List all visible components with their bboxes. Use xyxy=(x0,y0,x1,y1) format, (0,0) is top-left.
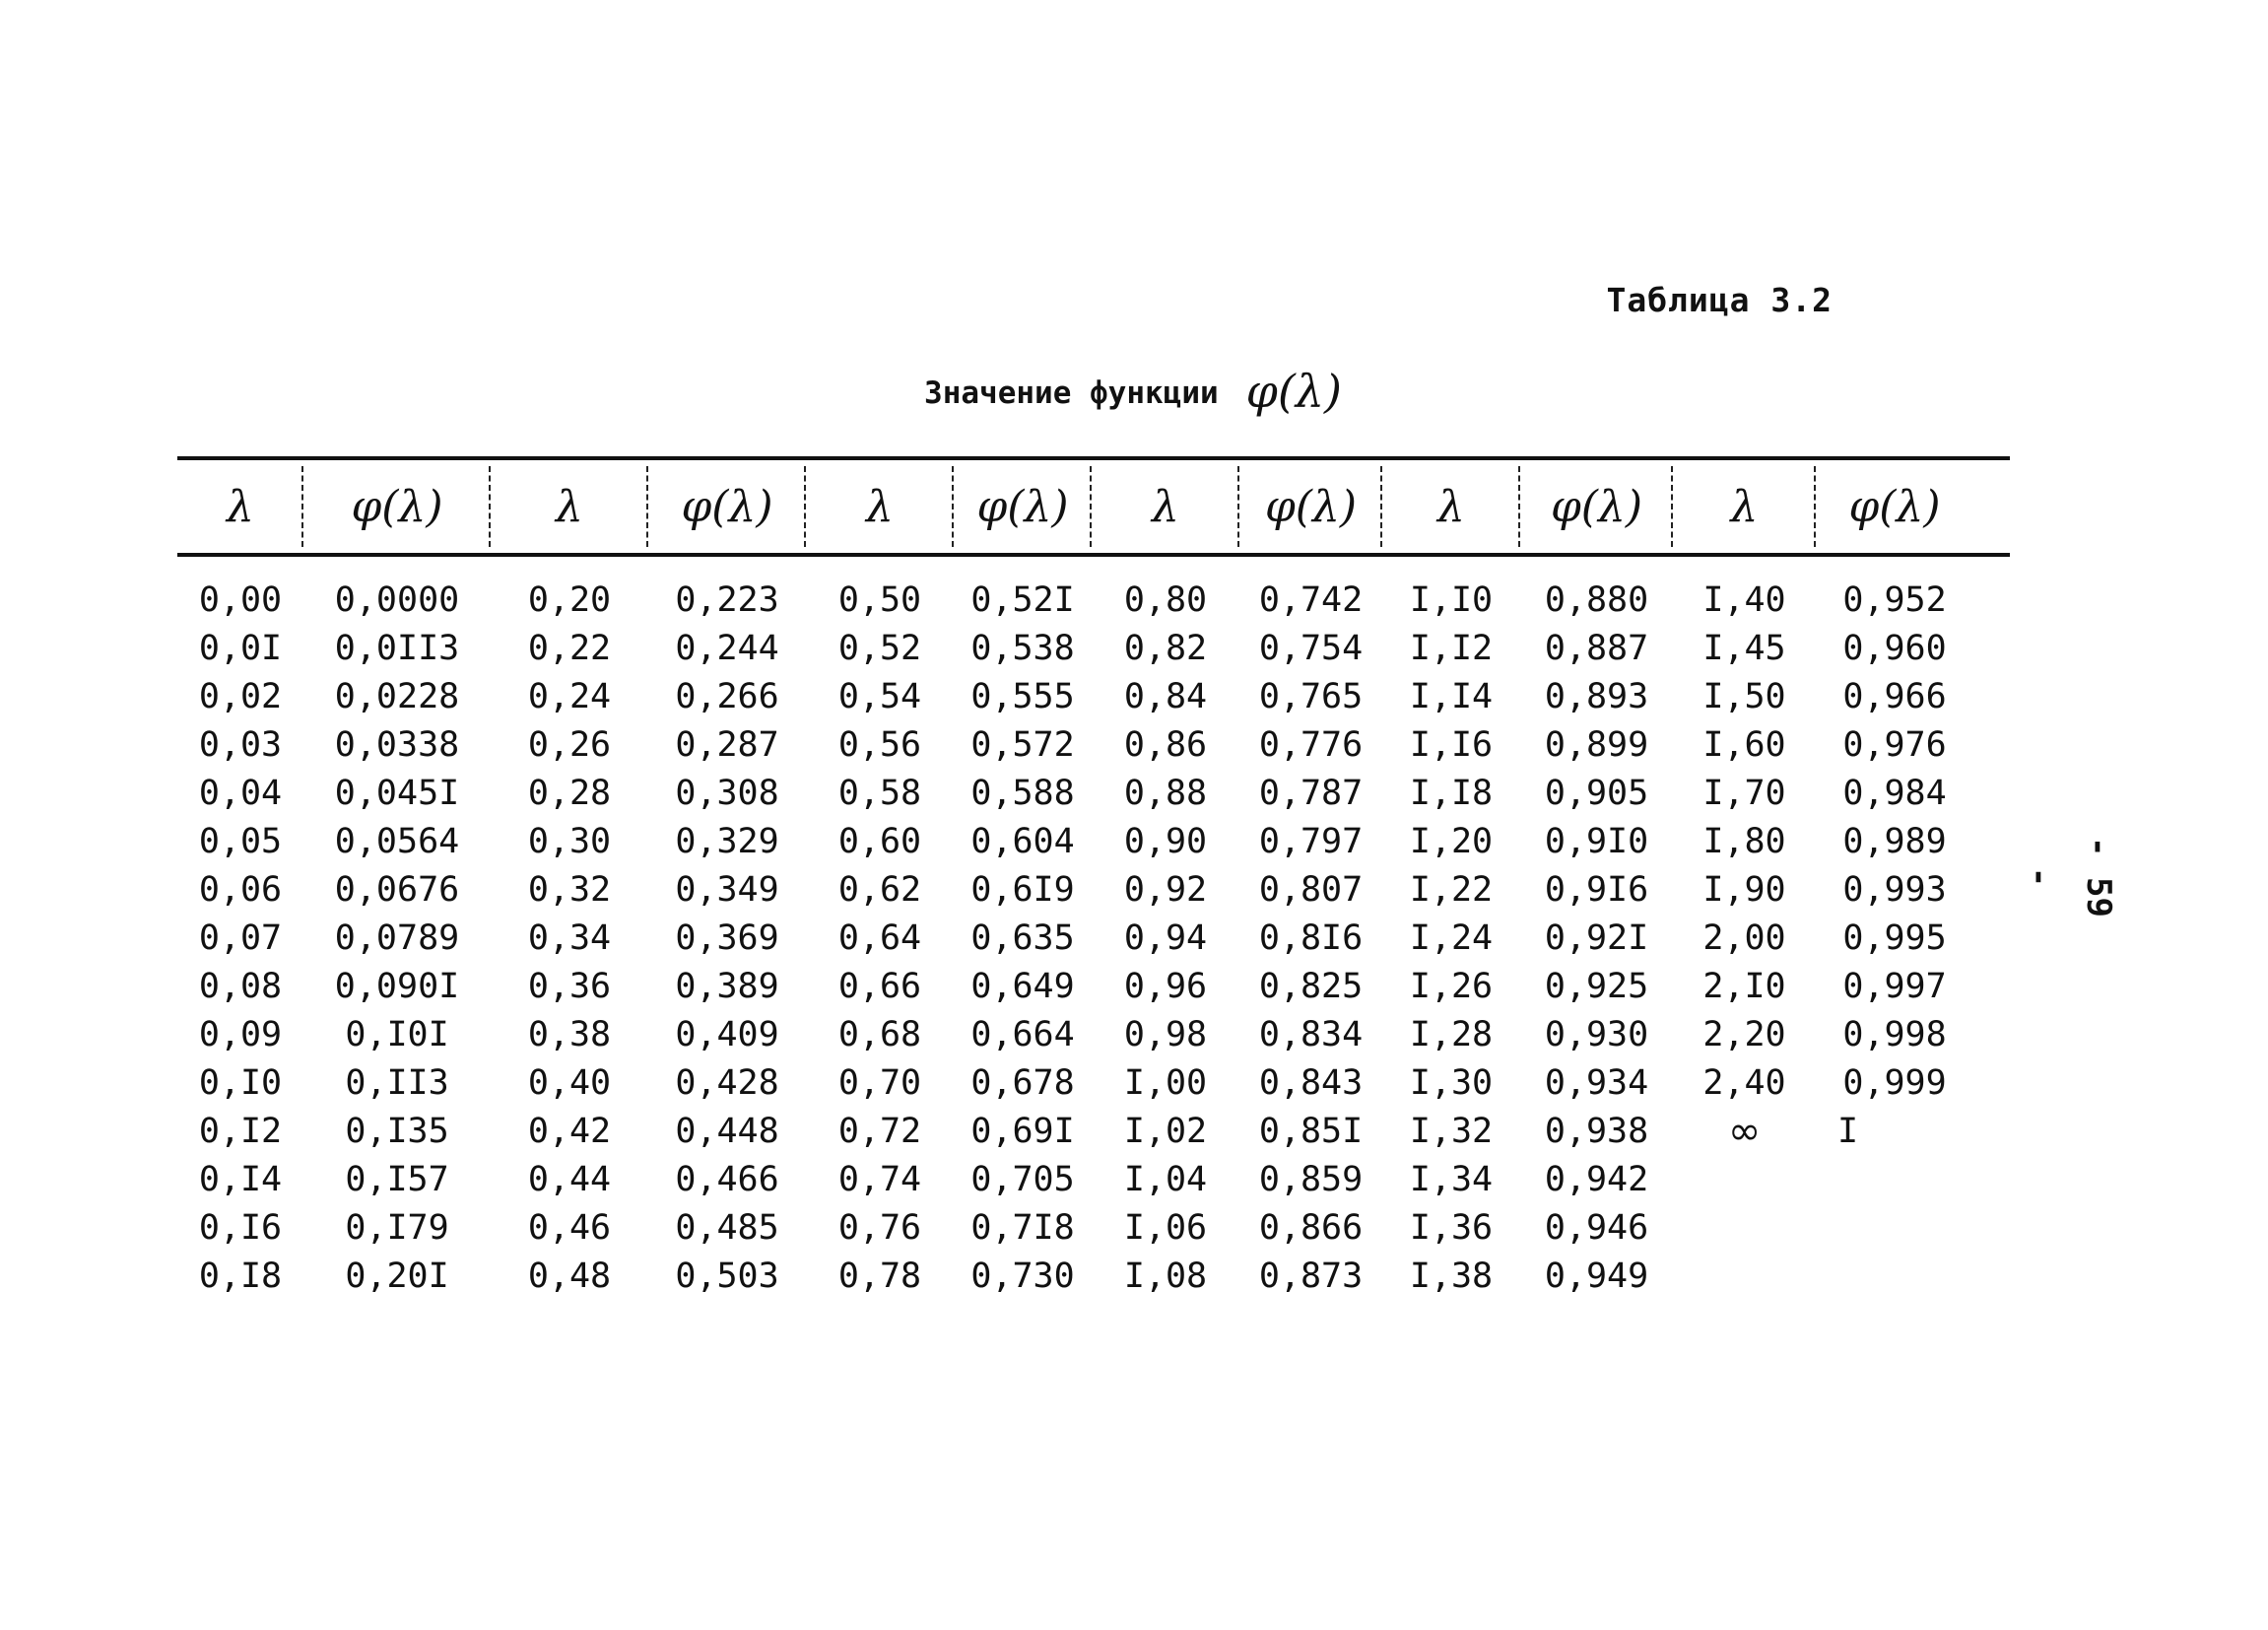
lambda-cell: I,24 xyxy=(1409,918,1494,958)
lambda-cell: 0,30 xyxy=(527,822,612,861)
phi-cell: 0,664 xyxy=(970,1015,1075,1054)
lambda-cell: I,I8 xyxy=(1409,774,1494,813)
phi-cell: 0,9I6 xyxy=(1544,870,1649,910)
lambda-cell: I,40 xyxy=(1702,580,1786,620)
phi-cell: 0,538 xyxy=(970,629,1075,668)
lambda-cell: 0,96 xyxy=(1123,967,1208,1006)
phi-cell: 0,0338 xyxy=(334,725,460,765)
lambda-cell: 0,92 xyxy=(1123,870,1208,910)
lambda-cell: 0,56 xyxy=(837,725,922,765)
phi-cell: 0,389 xyxy=(675,967,779,1006)
phi-cell: 0,349 xyxy=(675,870,779,910)
phi-cell: 0,0676 xyxy=(334,870,460,910)
phi-cell: 0,873 xyxy=(1258,1256,1364,1296)
lambda-cell: 0,09 xyxy=(198,1015,283,1054)
header-phi-1: φ(λ) xyxy=(303,460,491,553)
phi-cell: 0,995 xyxy=(1842,918,1947,958)
phi-column-1 xyxy=(303,577,491,1301)
phi-cell: 0,797 xyxy=(1258,822,1364,861)
lambda-cell: 0,46 xyxy=(527,1208,612,1248)
lambda-cell: 0,32 xyxy=(527,870,612,910)
lambda-cell: 2,I0 xyxy=(1702,967,1786,1006)
phi-cell: 0,949 xyxy=(1544,1256,1649,1296)
phi-cell: 0,730 xyxy=(970,1256,1075,1296)
lambda-cell: 0,34 xyxy=(527,918,612,958)
lambda-cell: 0,66 xyxy=(837,967,922,1006)
lambda-cell: I,26 xyxy=(1409,967,1494,1006)
phi-cell: 0,266 xyxy=(675,677,779,716)
lambda-cell: I,45 xyxy=(1702,629,1786,668)
phi-cell: 0,834 xyxy=(1258,1015,1364,1054)
header-phi-2: φ(λ) xyxy=(648,460,806,553)
lambda-cell: 0,26 xyxy=(527,725,612,765)
phi-cell: 0,997 xyxy=(1842,967,1947,1006)
phi-cell: 0,938 xyxy=(1544,1112,1649,1151)
phi-cell: 0,984 xyxy=(1842,774,1947,813)
lambda-cell: 0,70 xyxy=(837,1063,922,1103)
phi-cell: 0,244 xyxy=(675,629,779,668)
header-lambda-4: λ xyxy=(1092,460,1239,553)
lambda-cell: 0,36 xyxy=(527,967,612,1006)
phi-cell: 0,I79 xyxy=(345,1208,449,1248)
phi-cell: 0,887 xyxy=(1544,629,1649,668)
header-lambda-2: λ xyxy=(491,460,648,553)
lambda-cell: 0,48 xyxy=(527,1256,612,1296)
lambda-cell: I,I4 xyxy=(1409,677,1494,716)
phi-cell: 0,787 xyxy=(1258,774,1364,813)
lambda-cell: 0,78 xyxy=(837,1256,922,1296)
phi-cell: 0,776 xyxy=(1258,725,1364,765)
lambda-cell: 0,62 xyxy=(837,870,922,910)
lambda-cell: 0,0I xyxy=(198,629,283,668)
lambda-cell: 0,86 xyxy=(1123,725,1208,765)
lambda-cell: 0,20 xyxy=(527,580,612,620)
page-number: - 59 - xyxy=(2020,837,2118,917)
lambda-cell: I,00 xyxy=(1123,1063,1208,1103)
phi-cell: 0,69I xyxy=(970,1112,1075,1151)
table-header-row xyxy=(177,460,2010,553)
phi-cell: 0,999 xyxy=(1842,1063,1947,1103)
phi-column-5 xyxy=(1520,577,1673,1301)
lambda-cell: 2,40 xyxy=(1702,1063,1786,1103)
lambda-cell: 0,58 xyxy=(837,774,922,813)
lambda-cell: I,04 xyxy=(1123,1160,1208,1199)
lambda-cell: 0,50 xyxy=(837,580,922,620)
phi-cell: 0,893 xyxy=(1544,677,1649,716)
lambda-cell: I,70 xyxy=(1702,774,1786,813)
phi-cell: 0,807 xyxy=(1258,870,1364,910)
phi-cell: 0,993 xyxy=(1842,870,1947,910)
lambda-cell: 0,64 xyxy=(837,918,922,958)
lambda-cell: I,50 xyxy=(1702,677,1786,716)
phi-cell: 0,0000 xyxy=(334,580,460,620)
phi-cell: 0,998 xyxy=(1842,1015,1947,1054)
lambda-cell: 0,00 xyxy=(198,580,283,620)
phi-cell: 0,925 xyxy=(1544,967,1649,1006)
phi-cell: 0,0789 xyxy=(334,918,460,958)
lambda-cell: I,60 xyxy=(1702,725,1786,765)
table-number: Таблица 3.2 xyxy=(1606,281,1833,319)
phi-cell: 0,92I xyxy=(1544,918,1649,958)
lambda-cell: I,02 xyxy=(1123,1112,1208,1151)
phi-cell: 0,485 xyxy=(675,1208,779,1248)
phi-cell: 0,705 xyxy=(970,1160,1075,1199)
lambda-cell: 0,60 xyxy=(837,822,922,861)
phi-cell: 0,329 xyxy=(675,822,779,861)
table-body xyxy=(177,557,2010,1301)
phi-cell: 0,859 xyxy=(1258,1160,1364,1199)
phi-cell: 0,I0I xyxy=(345,1015,449,1054)
phi-cell: 0,0228 xyxy=(334,677,460,716)
lambda-column-1 xyxy=(177,577,303,1301)
lambda-cell: I,20 xyxy=(1409,822,1494,861)
lambda-cell: 0,74 xyxy=(837,1160,922,1199)
lambda-cell: I,06 xyxy=(1123,1208,1208,1248)
phi-cell: 0,899 xyxy=(1544,725,1649,765)
phi-cell: 0,930 xyxy=(1544,1015,1649,1054)
phi-column-6 xyxy=(1816,577,1973,1301)
header-phi-4: φ(λ) xyxy=(1239,460,1382,553)
lambda-cell: 0,08 xyxy=(198,967,283,1006)
phi-cell: 0,308 xyxy=(675,774,779,813)
lambda-cell: 0,05 xyxy=(198,822,283,861)
phi-column-2 xyxy=(648,577,806,1301)
phi-cell: 0,942 xyxy=(1544,1160,1649,1199)
phi-cell: 0,85I xyxy=(1258,1112,1364,1151)
lambda-column-2 xyxy=(491,577,648,1301)
lambda-cell: 0,I8 xyxy=(198,1256,283,1296)
lambda-cell: 0,06 xyxy=(198,870,283,910)
phi-cell: 0,843 xyxy=(1258,1063,1364,1103)
phi-cell: 0,0564 xyxy=(334,822,460,861)
phi-cell: 0,52I xyxy=(970,580,1075,620)
phi-cell: 0,825 xyxy=(1258,967,1364,1006)
phi-cell: 0,7I8 xyxy=(970,1208,1075,1248)
lambda-cell: 0,88 xyxy=(1123,774,1208,813)
lambda-cell: I,I6 xyxy=(1409,725,1494,765)
lambda-cell: 0,22 xyxy=(527,629,612,668)
phi-cell: 0,428 xyxy=(675,1063,779,1103)
lambda-cell: I,I0 xyxy=(1409,580,1494,620)
lambda-cell: 0,44 xyxy=(527,1160,612,1199)
phi-cell: 0,223 xyxy=(675,580,779,620)
phi-cell: 0,905 xyxy=(1544,774,1649,813)
lambda-column-3 xyxy=(806,577,954,1301)
phi-cell: 0,960 xyxy=(1842,629,1947,668)
lambda-cell: I,30 xyxy=(1409,1063,1494,1103)
phi-cell: 0,866 xyxy=(1258,1208,1364,1248)
caption-text: Значение функции xyxy=(924,375,1219,411)
lambda-cell: I,38 xyxy=(1409,1256,1494,1296)
phi-cell: 0,045I xyxy=(334,774,460,813)
lambda-cell: 0,90 xyxy=(1123,822,1208,861)
phi-cell: 0,880 xyxy=(1544,580,1649,620)
phi-cell: 0,I35 xyxy=(345,1112,449,1151)
phi-cell: 0,588 xyxy=(970,774,1075,813)
lambda-column-6 xyxy=(1673,577,1816,1301)
phi-cell: 0,9I0 xyxy=(1544,822,1649,861)
lambda-cell: I,32 xyxy=(1409,1112,1494,1151)
phi-cell: 0,287 xyxy=(675,725,779,765)
lambda-cell: 0,76 xyxy=(837,1208,922,1248)
lambda-cell: 0,03 xyxy=(198,725,283,765)
phi-cell: 0,635 xyxy=(970,918,1075,958)
phi-cell: 0,989 xyxy=(1842,822,1947,861)
lambda-cell: 0,52 xyxy=(837,629,922,668)
phi-cell: 0,20I xyxy=(345,1256,449,1296)
infinity-cell: ∞ xyxy=(1727,1109,1762,1154)
phi-cell: 0,503 xyxy=(675,1256,779,1296)
phi-cell: 0,976 xyxy=(1842,725,1947,765)
lambda-cell: I,I2 xyxy=(1409,629,1494,668)
lambda-cell: 2,20 xyxy=(1702,1015,1786,1054)
phi-cell: 0,II3 xyxy=(345,1063,449,1103)
values-table xyxy=(177,456,2010,1301)
lambda-cell: 0,04 xyxy=(198,774,283,813)
header-lambda-6: λ xyxy=(1673,460,1816,553)
lambda-cell: 0,42 xyxy=(527,1112,612,1151)
phi-cell: 0,466 xyxy=(675,1160,779,1199)
header-phi-5: φ(λ) xyxy=(1520,460,1673,553)
lambda-cell: 0,I2 xyxy=(198,1112,283,1151)
header-lambda-5: λ xyxy=(1382,460,1520,553)
lambda-cell: 0,84 xyxy=(1123,677,1208,716)
lambda-cell: 0,98 xyxy=(1123,1015,1208,1054)
lambda-cell: 0,28 xyxy=(527,774,612,813)
lambda-cell: 0,02 xyxy=(198,677,283,716)
lambda-cell: I,36 xyxy=(1409,1208,1494,1248)
lambda-cell: 0,I0 xyxy=(198,1063,283,1103)
phi-cell: 0,742 xyxy=(1258,580,1364,620)
lambda-cell: 0,07 xyxy=(198,918,283,958)
phi-cell: 0,6I9 xyxy=(970,870,1075,910)
header-phi-3: φ(λ) xyxy=(954,460,1092,553)
phi-cell: 0,952 xyxy=(1842,580,1947,620)
phi-cell: 0,8I6 xyxy=(1258,918,1364,958)
phi-cell: 0,678 xyxy=(970,1063,1075,1103)
lambda-cell: I,90 xyxy=(1702,870,1786,910)
phi-cell: 0,946 xyxy=(1544,1208,1649,1248)
phi-cell: 0,649 xyxy=(970,967,1075,1006)
lambda-cell: 0,I6 xyxy=(198,1208,283,1248)
table-caption xyxy=(591,365,1675,418)
phi-cell: 0,090I xyxy=(334,967,460,1006)
lambda-cell: I,08 xyxy=(1123,1256,1208,1296)
lambda-cell: 0,72 xyxy=(837,1112,922,1151)
phi-cell: 0,966 xyxy=(1842,677,1947,716)
lambda-cell: 0,68 xyxy=(837,1015,922,1054)
phi-cell: 0,765 xyxy=(1258,677,1364,716)
phi-cell: 0,0II3 xyxy=(334,629,460,668)
lambda-cell: 0,80 xyxy=(1123,580,1208,620)
header-phi-6: φ(λ) xyxy=(1848,481,1941,532)
lambda-cell: 0,54 xyxy=(837,677,922,716)
lambda-cell: I,22 xyxy=(1409,870,1494,910)
phi-cell: 0,369 xyxy=(675,918,779,958)
lambda-column-5 xyxy=(1382,577,1520,1301)
caption-function: φ(λ) xyxy=(1245,365,1342,418)
lambda-cell: 2,00 xyxy=(1702,918,1786,958)
lambda-cell: 0,I4 xyxy=(198,1160,283,1199)
lambda-cell: I,80 xyxy=(1702,822,1786,861)
phi-cell: 0,448 xyxy=(675,1112,779,1151)
phi-cell: 0,I57 xyxy=(345,1160,449,1199)
lambda-cell: 0,82 xyxy=(1123,629,1208,668)
header-lambda-1: λ xyxy=(177,460,303,553)
phi-cell: 0,754 xyxy=(1258,629,1364,668)
lambda-cell: I,28 xyxy=(1409,1015,1494,1054)
header-lambda-3: λ xyxy=(806,460,954,553)
lambda-cell: I,34 xyxy=(1409,1160,1494,1199)
phi-cell: 0,604 xyxy=(970,822,1075,861)
phi-cell: 0,572 xyxy=(970,725,1075,765)
phi-cell: I xyxy=(1837,1112,1859,1151)
lambda-cell: 0,38 xyxy=(527,1015,612,1054)
lambda-column-4 xyxy=(1092,577,1239,1301)
phi-cell: 0,409 xyxy=(675,1015,779,1054)
lambda-cell: 0,24 xyxy=(527,677,612,716)
lambda-cell: 0,40 xyxy=(527,1063,612,1103)
phi-column-3 xyxy=(954,577,1092,1301)
lambda-cell: 0,94 xyxy=(1123,918,1208,958)
phi-cell: 0,555 xyxy=(970,677,1075,716)
phi-column-4 xyxy=(1239,577,1382,1301)
phi-cell: 0,934 xyxy=(1544,1063,1649,1103)
